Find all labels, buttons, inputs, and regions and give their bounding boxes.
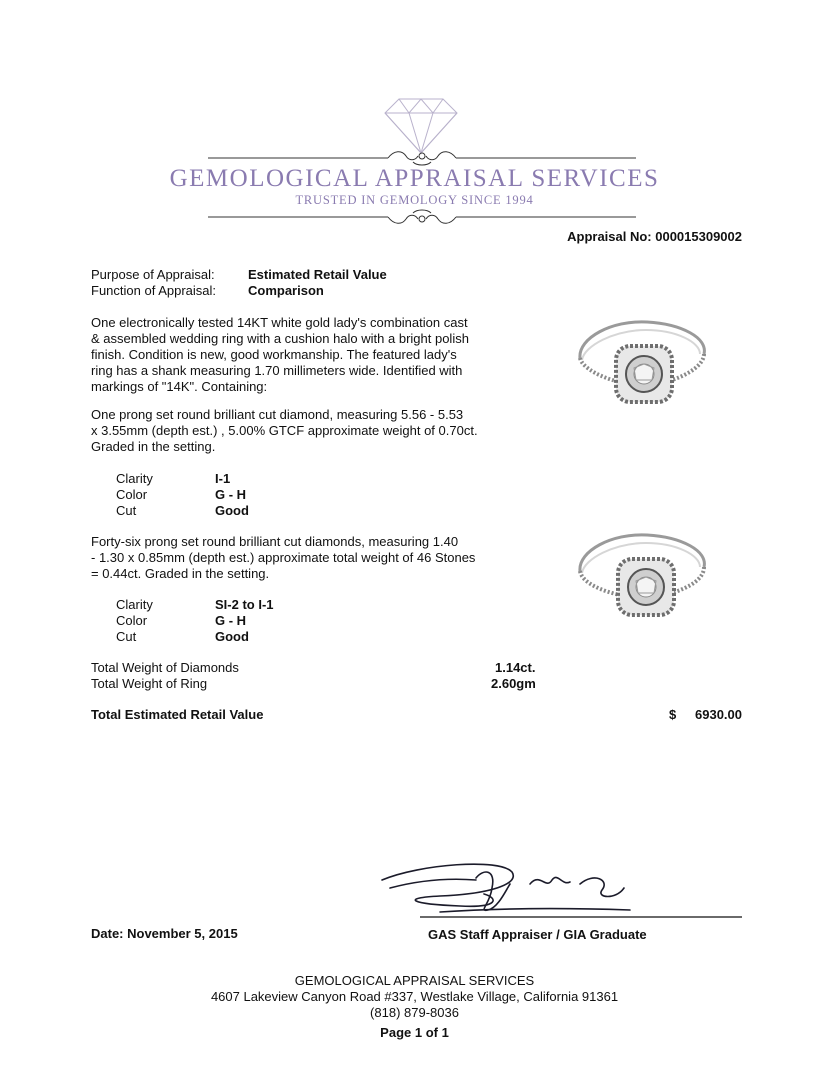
center-cut-label: Cut (116, 503, 137, 518)
total-diamonds-label: Total Weight of Diamonds (91, 660, 239, 675)
total-diamonds-value: 1.14ct. (495, 660, 536, 675)
side-stones-description (91, 534, 511, 582)
ring-photo-icon (572, 525, 712, 635)
footer-phone: (818) 879-8036 (370, 1005, 459, 1020)
ring-photo-icon (572, 308, 712, 418)
side-stones-line: = 0.44ct. Graded in the setting. (91, 566, 270, 581)
side-clarity-label: Clarity (116, 597, 153, 612)
ring-description (91, 315, 511, 395)
side-color-label: Color (116, 613, 148, 628)
side-color-value: G - H (215, 613, 247, 628)
center-clarity-value: I-1 (215, 471, 231, 486)
footer-company: GEMOLOGICAL APPRAISAL SERVICES (294, 973, 535, 988)
side-cut-label: Cut (116, 629, 137, 644)
center-stone-line: Graded in the setting. (91, 439, 216, 454)
function-value: Comparison (248, 283, 324, 298)
appraisal-date: Date: November 5, 2015 (91, 926, 238, 941)
description-line: ring has a shank measuring 1.70 millimeters wide. Identified with (91, 363, 463, 378)
ornament-divider-icon (208, 206, 636, 228)
side-cut-value: Good (215, 629, 249, 644)
center-clarity-label: Clarity (116, 471, 153, 486)
center-stone-description (91, 407, 511, 455)
currency-symbol: $ (669, 707, 677, 722)
retail-value-amount: 6930.00 (695, 707, 742, 722)
total-ring-value: 2.60gm (491, 676, 536, 691)
description-line: markings of "14K". Containing: (91, 379, 268, 394)
center-cut-value: Good (215, 503, 249, 518)
purpose-label: Purpose of Appraisal: (91, 267, 215, 282)
description-line: One electronically tested 14KT white gold lady's combination cast (91, 315, 468, 330)
purpose-value: Estimated Retail Value (248, 267, 387, 282)
function-label: Function of Appraisal: (91, 283, 217, 298)
retail-value-label: Total Estimated Retail Value (91, 707, 264, 722)
side-stones-line: - 1.30 x 0.85mm (depth est.) approximate total weight of 46 Stones (91, 550, 476, 565)
total-ring-label: Total Weight of Ring (91, 676, 208, 691)
page-number: Page 1 of 1 (380, 1025, 449, 1040)
description-line: finish. Condition is new, good workmanship. The featured lady's (91, 347, 457, 362)
footer-address: 4607 Lakeview Canyon Road #337, Westlake Village, California 91361 (210, 989, 619, 1004)
description-line: & assembled wedding ring with a cushion halo with a bright polish (91, 331, 469, 346)
side-stones-line: Forty-six prong set round brilliant cut diamonds, measuring 1.40 (91, 534, 459, 549)
appraisal-number: Appraisal No: 000015309002 (567, 229, 742, 244)
center-color-value: G - H (215, 487, 247, 502)
center-stone-line: x 3.55mm (depth est.) , 5.00% GTCF approximate weight of 0.70ct. (91, 423, 478, 438)
appraiser-title: GAS Staff Appraiser / GIA Graduate (428, 927, 647, 942)
side-clarity-value: SI-2 to I-1 (215, 597, 274, 612)
signature-icon (380, 850, 745, 930)
center-stone-line: One prong set round brilliant cut diamond, measuring 5.56 - 5.53 (91, 407, 464, 422)
company-tagline: TRUSTED IN GEMOLOGY SINCE 1994 (295, 193, 534, 207)
company-name: GEMOLOGICAL APPRAISAL SERVICES (169, 165, 660, 192)
center-color-label: Color (116, 487, 148, 502)
